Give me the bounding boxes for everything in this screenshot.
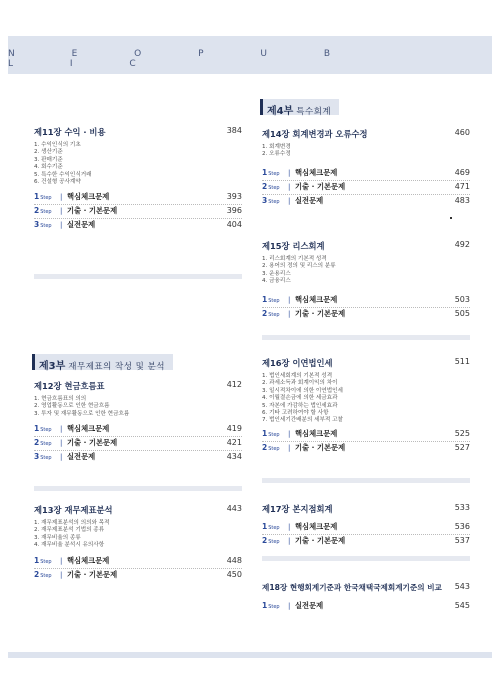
step-number: 2Step	[262, 442, 280, 452]
list-item: 4. 금융리스	[262, 278, 291, 285]
step-page: 448	[226, 555, 242, 565]
list-item: 2. 영업활동으로 인한 현금흐름	[34, 403, 110, 410]
section-divider	[262, 556, 470, 561]
step-label: 기출 · 기본문제	[67, 206, 118, 216]
header-band	[8, 36, 492, 74]
step-number: 2Step	[262, 536, 280, 545]
chapter-title: 제18장 현행회계기준과 한국채택국제회계기준의 비교	[262, 583, 442, 592]
step-label: 실전문제	[295, 195, 324, 205]
step-label: 실전문제	[295, 601, 324, 610]
step-label: 실전문제	[67, 452, 96, 462]
chapter-title: 제14장 회계변경과 오류수정	[262, 129, 368, 139]
step-label: 기출 · 기본문제	[295, 442, 346, 452]
footer-band	[8, 652, 492, 658]
step-label: 핵심체크문제	[295, 428, 338, 438]
step-number: 2Step	[262, 181, 280, 191]
part-label-4	[260, 99, 339, 115]
step-number: 1Step	[262, 294, 280, 304]
step-row: 1Step | 핵심체크문제 448	[34, 555, 242, 569]
step-row: 2Step | 기출 · 기본문제 505	[262, 308, 470, 318]
step-label: 기출 · 기본문제	[67, 438, 118, 448]
list-item: 5. 특수한 수익인식거래	[34, 171, 92, 178]
step-label: 기출 · 기본문제	[67, 569, 118, 579]
step-label: 핵심체크문제	[295, 294, 338, 304]
chapter-title: 제13장 재무제표분석	[34, 505, 113, 515]
list-item: 4. 회수기준	[34, 164, 63, 171]
chapter-page: 533	[454, 503, 470, 512]
step-page: 536	[454, 522, 470, 531]
chapter-title: 제11장 수익 · 비용	[34, 127, 106, 137]
section-divider	[262, 478, 470, 483]
chapter-title: 제15장 리스회계	[262, 241, 325, 251]
step-page: 393	[226, 192, 242, 202]
step-number: 1Step	[262, 601, 280, 610]
step-label: 핵심체크문제	[67, 192, 110, 202]
list-item: 4. 재무비율 분석시 유의사항	[34, 542, 105, 549]
part-number: 제4부	[267, 106, 294, 117]
step-number: 3Step	[34, 452, 52, 462]
step-row: 1Step | 핵심체크문제 469	[262, 167, 470, 181]
chapter-12	[34, 380, 242, 464]
list-item: 3. 재무비율의 종류	[34, 534, 81, 541]
step-number: 1Step	[34, 424, 52, 434]
list-item: 7. 법인세기간배분의 세부적 고찰	[262, 417, 343, 424]
step-list	[262, 600, 470, 613]
step-label: 기출 · 기본문제	[295, 536, 346, 545]
list-item: 6. 기타 고려하여야 할 사항	[262, 410, 329, 417]
step-number: 2Step	[262, 308, 280, 318]
step-page: 527	[454, 442, 470, 452]
chapter-title: 제12장 현금흐름표	[34, 381, 105, 391]
list-item: 5. 자본에 가감하는 법인세효과	[262, 402, 338, 409]
step-page: 469	[454, 167, 470, 177]
step-row: 3Step | 실전문제 404	[34, 220, 242, 230]
chapter-item-list	[262, 373, 470, 425]
step-row: 2Step | 기출 · 기본문제 396	[34, 205, 242, 219]
list-item: 1. 회계변경	[262, 144, 291, 150]
chapter-item-list	[34, 396, 242, 418]
section-divider	[34, 274, 242, 279]
chapter-page: 412	[226, 380, 242, 389]
step-page: 434	[226, 452, 242, 462]
step-row: 1Step | 핵심체크문제 525	[262, 428, 470, 442]
chapter-page: 543	[454, 582, 470, 591]
chapter-15	[262, 240, 470, 321]
chapter-page: 492	[454, 240, 470, 249]
step-list	[262, 167, 470, 208]
step-label: 기출 · 기본문제	[295, 308, 346, 318]
chapter-title: 제17장 본지점회계	[262, 504, 333, 514]
step-number: 2Step	[34, 206, 52, 216]
list-item: 2. 용어의 정의 및 리스의 분류	[262, 263, 336, 270]
chapter-11	[34, 126, 242, 232]
step-row: 1Step | 실전문제 545	[262, 601, 470, 610]
step-label: 핵심체크문제	[295, 167, 338, 177]
step-page: 537	[454, 536, 470, 545]
chapter-page: 511	[454, 357, 470, 366]
chapter-item-list	[34, 142, 242, 186]
step-row: 2Step | 기출 · 기본문제 450	[34, 569, 242, 579]
chapter-title: 제16장 이연법인세	[262, 358, 333, 368]
chapter-16	[262, 357, 470, 455]
step-number: 3Step	[262, 195, 280, 205]
step-page: 419	[226, 424, 242, 434]
chapter-item-list	[262, 144, 470, 159]
step-page: 450	[226, 569, 242, 579]
step-number: 1Step	[262, 522, 280, 531]
step-list	[262, 521, 470, 548]
part-number: 제3부	[39, 361, 66, 372]
step-row: 1Step | 핵심체크문제 419	[34, 423, 242, 437]
step-number: 2Step	[34, 569, 52, 579]
section-divider	[34, 486, 242, 491]
chapter-17	[262, 503, 470, 548]
list-item: 1. 법인세회계의 기본적 성격	[262, 373, 333, 379]
step-number: 1Step	[34, 192, 52, 202]
step-row: 1Step | 핵심체크문제 536	[262, 521, 470, 535]
list-item: 1. 수익인식의 기초	[34, 142, 81, 148]
step-label: 핵심체크문제	[67, 424, 110, 434]
step-number: 1Step	[262, 167, 280, 177]
step-number: 1Step	[262, 428, 280, 438]
step-number: 2Step	[34, 438, 52, 448]
step-page: 396	[226, 206, 242, 216]
step-page: 545	[454, 601, 470, 610]
step-page: 503	[454, 294, 470, 304]
step-list	[262, 294, 470, 321]
step-list	[34, 423, 242, 464]
step-number: 3Step	[34, 220, 52, 230]
chapter-item-list	[262, 256, 470, 286]
step-list	[262, 428, 470, 455]
step-list	[34, 191, 242, 232]
list-item: 1. 현금흐름표의 의의	[34, 396, 87, 402]
list-item: 3. 운용리스	[262, 270, 291, 277]
step-page: 483	[454, 195, 470, 205]
step-row: 2Step | 기출 · 기본문제 527	[262, 442, 470, 452]
step-row: 2Step | 기출 · 기본문제 421	[34, 437, 242, 451]
step-row: 3Step | 실전문제 434	[34, 452, 242, 462]
list-item: 2. 생산기준	[34, 149, 63, 156]
step-page: 404	[226, 220, 242, 230]
step-row: 1Step | 핵심체크문제 503	[262, 294, 470, 308]
chapter-14	[262, 128, 470, 208]
chapter-page: 443	[226, 504, 242, 513]
step-row: 1Step | 핵심체크문제 393	[34, 191, 242, 205]
step-page: 471	[454, 181, 470, 191]
step-page: 505	[454, 308, 470, 318]
list-item: 2. 재무제표분석 기법의 종류	[34, 527, 105, 534]
step-page: 421	[226, 438, 242, 448]
step-row: 2Step | 기출 · 기본문제 537	[262, 536, 470, 545]
step-label: 실전문제	[67, 220, 96, 230]
list-item: 1. 리스회계의 기본적 성격	[262, 256, 327, 262]
dot-mark	[450, 217, 452, 219]
list-item: 2. 과세소득과 회계이익의 차이	[262, 380, 338, 387]
brand-wordmark: N E O P U B L I C	[8, 49, 357, 69]
step-label: 핵심체크문제	[295, 522, 338, 531]
step-label: 기출 · 기본문제	[295, 181, 346, 191]
list-item: 3. 일시적차이에 의한 이연법인세	[262, 387, 343, 394]
list-item: 4. 이월결손금에 의한 세금효과	[262, 395, 338, 402]
chapter-18	[262, 582, 470, 613]
step-page: 525	[454, 428, 470, 438]
list-item: 3. 투자 및 재무활동으로 인한 현금흐름	[34, 410, 130, 417]
list-item: 6. 건설형 공사계약	[34, 179, 81, 186]
step-list	[34, 555, 242, 582]
chapter-page: 460	[454, 128, 470, 137]
part-name: 재무제표의 작성 및 분석	[68, 362, 165, 372]
step-row: 3Step | 실전문제 483	[262, 195, 470, 205]
step-label: 핵심체크문제	[67, 555, 110, 565]
list-item: 3. 판매기준	[34, 156, 63, 163]
chapter-item-list	[34, 520, 242, 550]
chapter-page: 384	[226, 126, 242, 135]
step-row: 2Step | 기출 · 기본문제 471	[262, 181, 470, 195]
step-number: 1Step	[34, 555, 52, 565]
part-name: 특수회계	[296, 107, 332, 117]
section-divider	[262, 335, 470, 340]
chapter-13	[34, 504, 242, 582]
list-item: 1. 재무제표분석의 의의와 목적	[34, 520, 110, 526]
list-item: 2. 오류수정	[262, 151, 291, 158]
part-label-3	[32, 354, 173, 370]
